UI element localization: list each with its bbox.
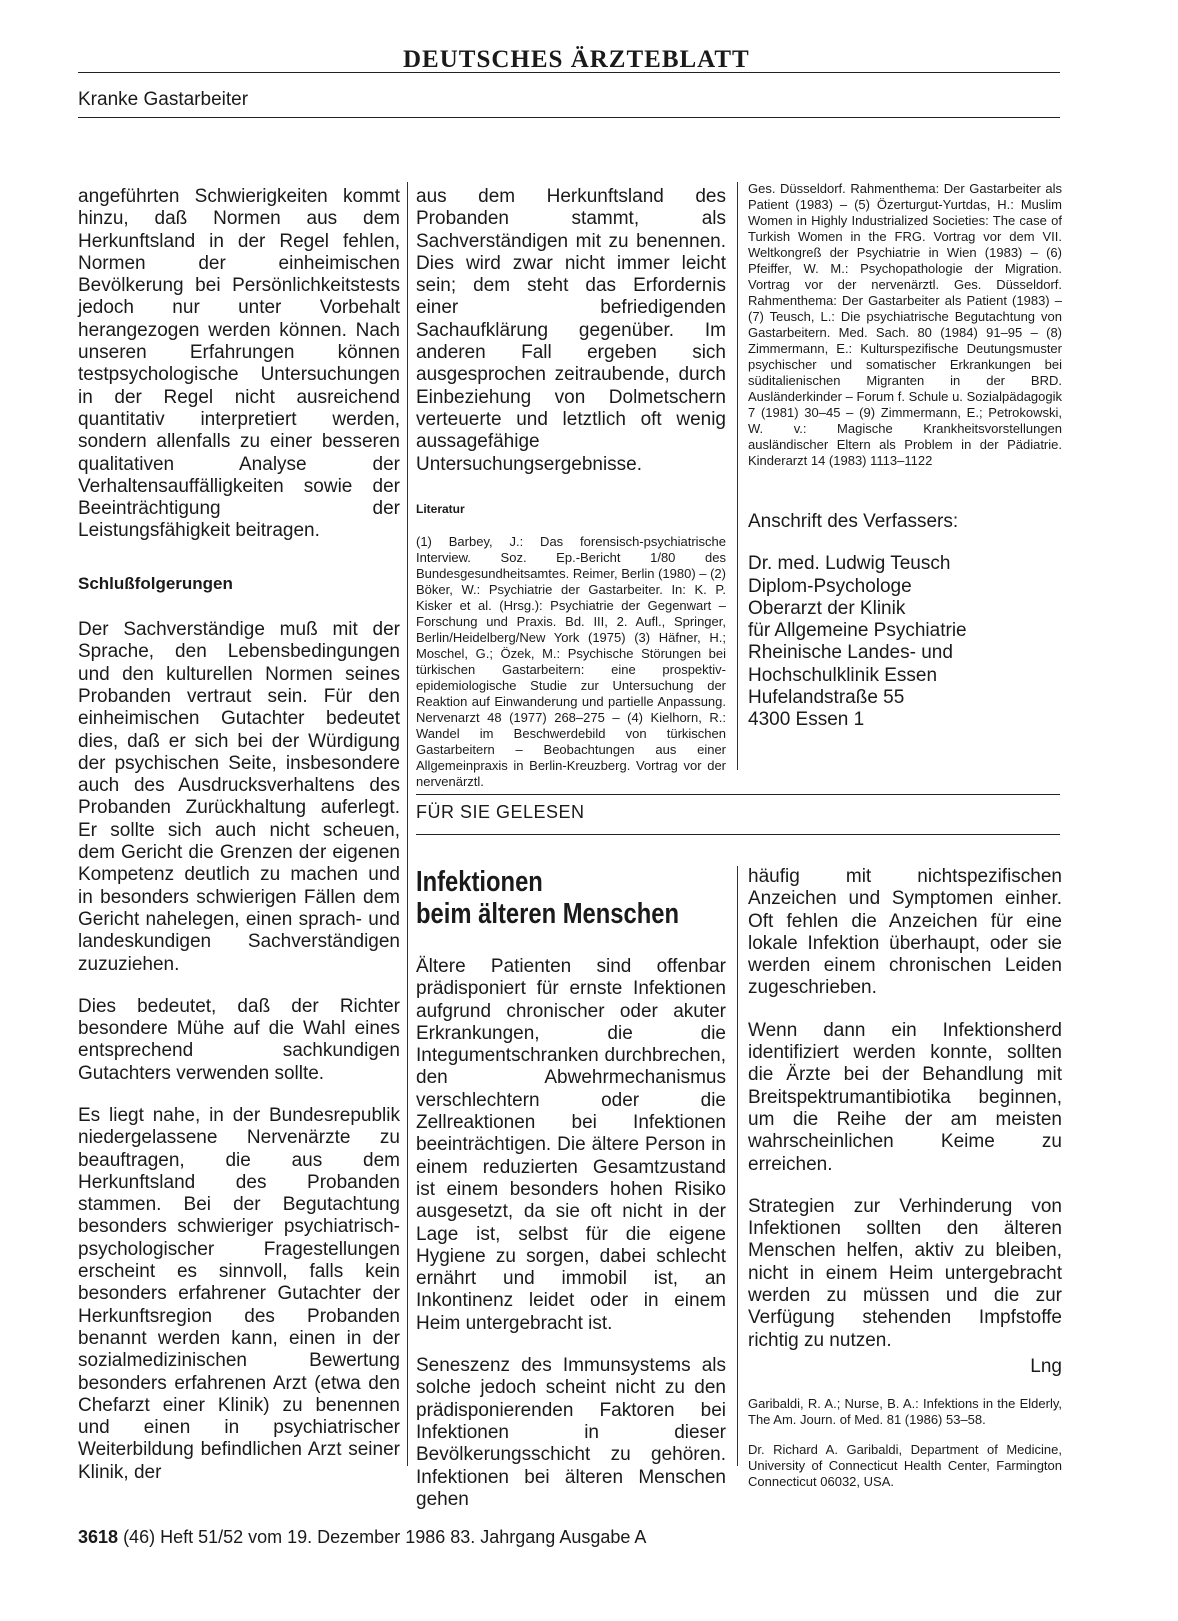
paragraph: Der Sachverständige muß mit der Sprache, den Lebensbedingungen und den kulturellen Normen seines Probanden vertraut sein. Für den einheimischen Gutachter bedeutet dies, daß er sich bei der Würdigung der psychischen Seite, insbesondere auch des Ausdrucksverhaltens des Probanden Zurückhaltung auferlegt. Er sollte sich auch nicht scheuen, dem Gericht die Grenzen der eigenen Kompetenz deutlich zu machen und in besonders schwierigen Fällen dem Gericht nahelegen, einen sprach- und landeskundigen Sachverständigen zuzuziehen. xyxy=(78,619,400,975)
paragraph: Ältere Patienten sind offenbar prädisponiert für ernste Infektionen aufgrund chronischer oder akuter Erkrankungen, die die Integumentschranken durchbrechen, den Abwehrmechanismus verschlechtern oder die Zellreaktionen bei Infektionen beeinträchtigen. Die ältere Person in einem reduzierten Gesamtzustand ist einem besonders hohen Risiko ausgesetzt, da sie oft nicht in der Lage ist, selbst für die eigene Hygiene zu sorgen, dabei schlecht ernährt und immobil ist, an Inkontinenz leidet oder in einem Heim untergebracht ist. xyxy=(416,956,726,1334)
address-line: 4300 Essen 1 xyxy=(748,709,865,731)
address-line: Hufelandstraße 55 xyxy=(748,687,905,709)
section-heading: Schlußfolgerungen xyxy=(78,573,233,593)
issue-info: (46) Heft 51/52 vom 19. Dezember 1986 83. Jahrgang Ausgabe A xyxy=(123,1527,647,1547)
header-rule-bottom xyxy=(78,117,1060,118)
article-column-1 xyxy=(78,186,400,1504)
address-line: Diplom-Psychologe xyxy=(748,575,912,597)
page-number: 3618 xyxy=(78,1527,119,1547)
section-title: Kranke Gastarbeiter xyxy=(78,89,249,110)
article-column-3 xyxy=(748,181,1062,732)
paragraph: Dies bedeutet, daß der Richter besondere Mühe auf die Wahl eines entsprechend sachkundigen Gutachters verwenden sollte. xyxy=(78,995,400,1084)
masthead: DEUTSCHES ÄRZTEBLATT xyxy=(403,46,750,73)
address-line: Hochschulklinik Essen xyxy=(748,664,938,686)
address-line: für Allgemeine Psychiatrie xyxy=(748,620,967,642)
paragraph: häufig mit nichtspezifischen Anzeichen und Symptomen einher. Oft fehlen die Anzeichen für eine lokale Infektion überhaupt, oder sie werden einem chronischen Leiden zugeschrieben. xyxy=(748,866,1062,999)
paragraph: aus dem Herkunftsland des Probanden stammt, als Sachverständigen mit zu benennen. Dies wird zwar nicht immer leicht sein; dem steht das Erfordernis einer befriedigenden Sachaufklärung gegenüber. Im anderen Fall ergeben sich ausgesprochen zeitraubende, durch Einbeziehung von Dolmetschern verteuerte und letztlich oft wenig aussagefähige Untersuchungsergebnisse. xyxy=(416,186,726,475)
box-title-line-2: beim älteren Menschen xyxy=(416,898,679,930)
address-line: Oberarzt der Klinik xyxy=(748,597,906,619)
box-label: FÜR SIE GELESEN xyxy=(416,802,585,822)
reference-address: Dr. Richard A. Garibaldi, Department of Medicine, University of Connecticut Health Center, Farmington Connecticut 06032, USA. xyxy=(748,1442,1062,1490)
paragraph: Es liegt nahe, in der Bundesrepublik niedergelassene Nervenärzte zu beauftragen, die aus dem Herkunftsland des Probanden stammen. Bei der Begutachtung besonders schwieriger psychiatrisch-psychologischer Fragestellungen erscheint es sinnvoll, falls kein besonders erfahrener Gutachter der Herkunftsregion des Probanden benannt werden kann, einen in der sozialmedizinischen Bewertung besonders erfahrenen Arzt (etwa den Chefarzt einer Klinik) zu benennen und einen in psychiatrischer Weiterbildung befindlichen Arzt seiner Klinik, der xyxy=(78,1104,400,1483)
column-divider-1 xyxy=(407,182,408,1466)
literature-heading: Literatur xyxy=(416,501,465,516)
header-rule-top xyxy=(78,72,1060,73)
box-title-line-1: Infektionen xyxy=(416,866,543,898)
paragraph: angeführten Schwierigkeiten kommt hinzu, daß Normen aus dem Herkunftsland in der Regel fehlen, Normen der einheimischen Bevölkerung bei Persönlichkeitstests jedoch nur unter Vorbehalt herangezogen werden können. Nach unseren Erfahrungen können testpsychologische Untersuchungen in der Regel nicht ausreichend quantitativ interpretiert werden, sondern allenfalls zu einer besseren qualitativen Analyse der Verhaltensauffälligkeiten sowie der Beeinträchtigung der Leistungsfähigkeit beitragen. xyxy=(78,186,400,542)
article-column-2 xyxy=(416,186,726,790)
address-line: Rheinische Landes- und xyxy=(748,642,953,664)
reference: Garibaldi, R. A.; Nurse, B. A.: Infektions in the Elderly, The Am. Journ. of Med. 81 (1986) 53–58. xyxy=(748,1396,1062,1428)
paragraph: Strategien zur Verhinderung von Infektionen sollten den älteren Menschen helfen, aktiv zu bleiben, nicht in einem Heim untergebracht werden zu müssen und die zur Verfügung stehenden Impfstoffe richtig zu nutzen. xyxy=(748,1195,1062,1351)
literature-list-continued: Ges. Düsseldorf. Rahmenthema: Der Gastarbeiter als Patient (1983) – (5) Özerturgut-Yurtdas, H.: Muslim Women in Highly Industrialized Societies: The case of Turkish Women in the FRG. Vortrag vor dem VII. Weltkongreß der Psychiatrie in Wien (1983) – (6) Pfeiffer, W. M.: Psychopathologie der Migration. Vortrag vor der nervenärztl. Ges. Düsseldorf. Rahmenthema: Der Gastarbeiter als Patient (1983) – (7) Teusch, L.: Die psychiatrische Begutachtung von Gastarbeitern. Med. Sach. 80 (1984) 91–95 – (8) Zimmermann, E.: Kulturspezifische Deutungsmuster psychischer und somatischer Erkrankungen bei süditalienischen Migranten in der BRD. Ausländerkinder – Forum f. Schule u. Sozialpädagogik 7 (1981) 30–45 – (9) Zimmermann, E.; Petrokowski, W. v.: Magische Krankheitsvorstellungen ausländischer Eltern als Problem in der Pädiatrie. Kinderarzt 14 (1983) 1113–1122 xyxy=(748,181,1062,468)
column-divider-2 xyxy=(737,182,738,770)
paragraph: Seneszenz des Immunsystems als solche jedoch scheint nicht zu den prädisponierenden Faktoren bei Infektionen in dieser Bevölkerungsschicht zu gehören. Infektionen bei älteren Menschen gehen xyxy=(416,1355,726,1510)
author-signature: Lng xyxy=(1030,1355,1062,1377)
box-column-b xyxy=(748,866,1062,1490)
address-label: Anschrift des Verfassers: xyxy=(748,511,959,532)
box-column-a xyxy=(416,866,726,1531)
address-line: Dr. med. Ludwig Teusch xyxy=(748,553,951,575)
author-address xyxy=(748,553,1062,731)
page-footer xyxy=(78,1527,646,1548)
column-divider-3 xyxy=(737,866,738,1466)
literature-list: (1) Barbey, J.: Das forensisch-psychiatrische Interview. Soz. Ep.-Bericht 1/80 des Bundesgesundheitsamtes. Reimer, Berlin (1980) – (2) Böker, W.: Psychiatrie der Gastarbeiter. In: K. P. Kisker et al. (Hrsg.): Psychiatrie der Gegenwart – Forschung und Praxis. Bd. III, 2. Aufl., Springer, Berlin/Heidelberg/New York (1975) (3) Häfner, H.; Moschel, G.; Özek, M.: Psychische Störungen bei türkischen Gastarbeitern: eine prospektiv-epidemiologische Studie zur Untersuchung der Reaktion auf Einwanderung und partielle Anpassung. Nervenarzt 48 (1977) 268–275 – (4) Kielhorn, R.: Wandel im Beschwerdebild von türkischen Gastarbeitern – Beobachtungen aus einer Allgemeinpraxis in Berlin-Kreuzberg. Vortrag vor der nervenärztl. xyxy=(416,534,726,790)
box-rule-top xyxy=(416,794,1060,795)
box-rule-bottom xyxy=(416,834,1060,835)
paragraph: Wenn dann ein Infektionsherd identifiziert werden konnte, sollten die Ärzte bei der Behandlung mit Breitspektrumantibiotika beginnen, um die Reihe der am meisten wahrscheinlichen Keime zu erreichen. xyxy=(748,1019,1062,1175)
